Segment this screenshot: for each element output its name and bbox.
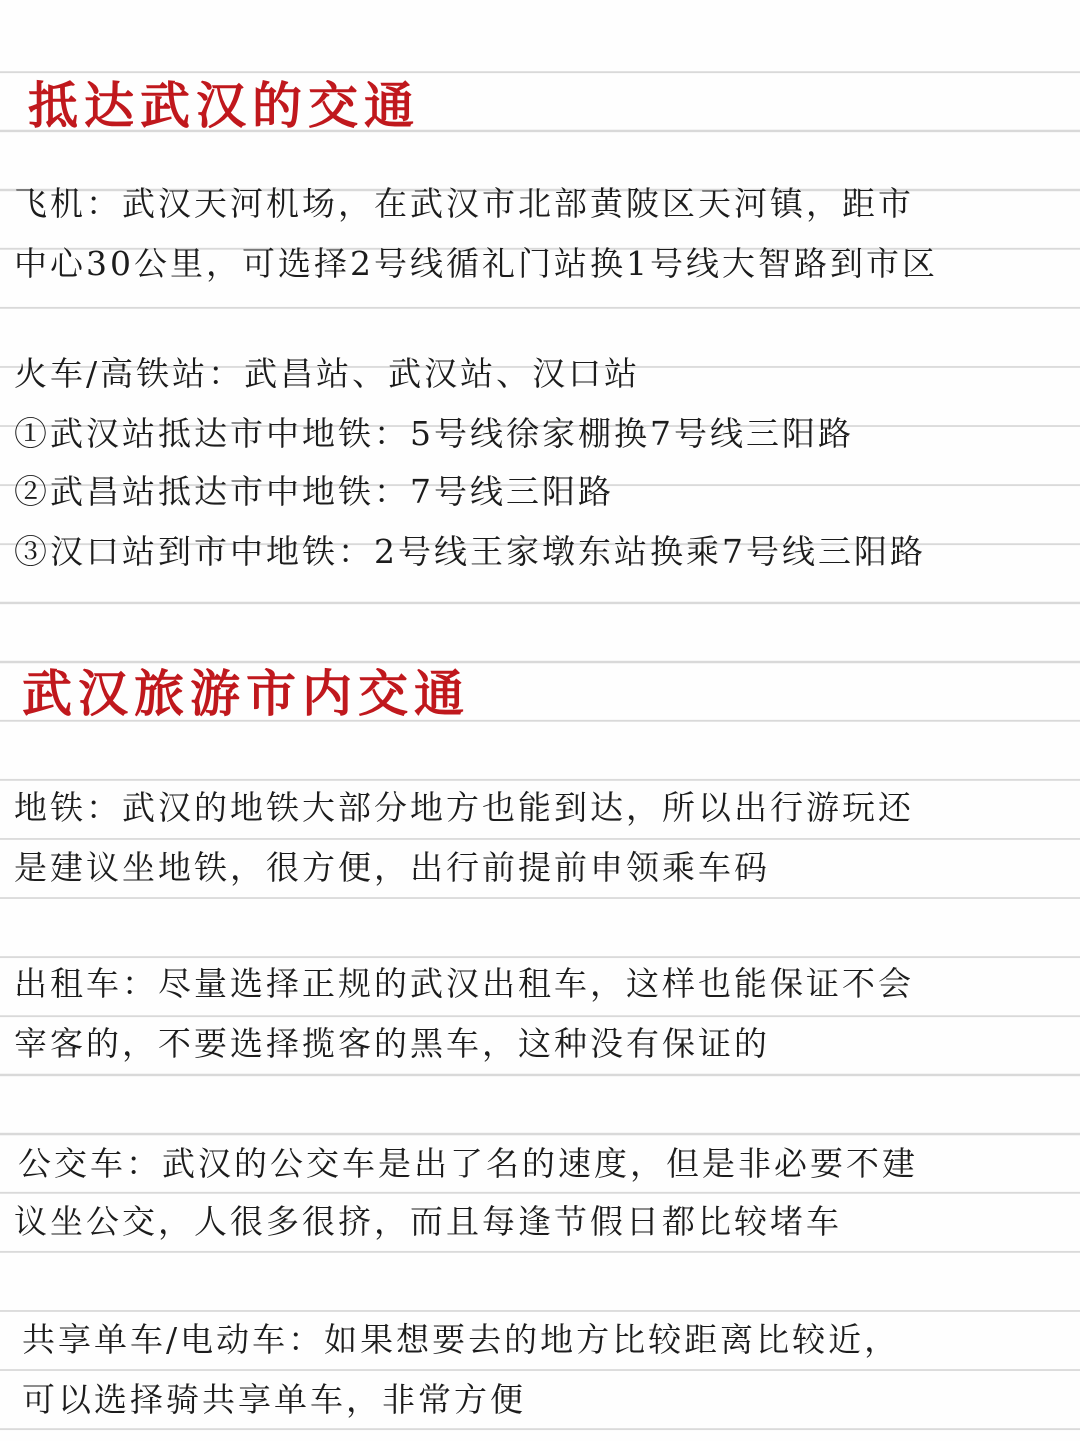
bike-line-1 [22, 1314, 1080, 1361]
taxi-line-2: 宰客的，不要选择揽客的黑车，这种没有保证的 [14, 1024, 770, 1063]
taxi-line-1 [14, 958, 1074, 1005]
heading-arrival: 抵达武汉的交通 [28, 76, 420, 135]
plane-label: 飞机： [14, 184, 122, 225]
train-route-1: ①武汉站抵达市中地铁：5号线徐家棚换7号线三阳路 [14, 414, 854, 453]
bike-line-2: 可以选择骑共享单车，非常方便 [22, 1380, 526, 1419]
bus-text-1: 武汉的公交车是出了名的速度，但是非必要不建 [162, 1144, 918, 1183]
plane-text-1: 武汉天河机场，在武汉市北部黄陂区天河镇，距市 [122, 184, 914, 223]
bus-line-1 [18, 1138, 1078, 1185]
bike-text-1: 如果想要去的地方比较距离比较近， [324, 1320, 901, 1359]
bus-line-2: 议坐公交，人很多很挤，而且每逢节假日都比较堵车 [14, 1202, 842, 1241]
metro-label: 地铁： [14, 788, 122, 827]
metro-line-1 [14, 782, 1074, 829]
plane-line-1 [14, 178, 1074, 225]
metro-line-2: 是建议坐地铁，很方便，出行前提前申领乘车码 [14, 848, 770, 887]
taxi-text-1: 尽量选择正规的武汉出租车，这样也能保证不会 [158, 964, 914, 1003]
plane-line-2: 中心30公里，可选择2号线循礼门站换1号线大智路到市区 [14, 244, 938, 283]
train-line [14, 348, 1074, 395]
bus-label: 公交车： [18, 1144, 162, 1183]
train-stations: 武昌站、武汉站、汉口站 [244, 354, 641, 393]
train-route-3: ③汉口站到市中地铁：2号线王家墩东站换乘7号线三阳路 [14, 532, 926, 571]
train-label: 火车/高铁站： [14, 354, 244, 395]
metro-text-1: 武汉的地铁大部分地方也能到达，所以出行游玩还 [122, 788, 914, 827]
taxi-label: 出租车： [14, 964, 158, 1003]
train-route-2: ②武昌站抵达市中地铁：7号线三阳路 [14, 472, 614, 511]
bike-label: 共享单车/电动车： [22, 1320, 325, 1359]
heading-city-transport: 武汉旅游市内交通 [22, 664, 470, 723]
